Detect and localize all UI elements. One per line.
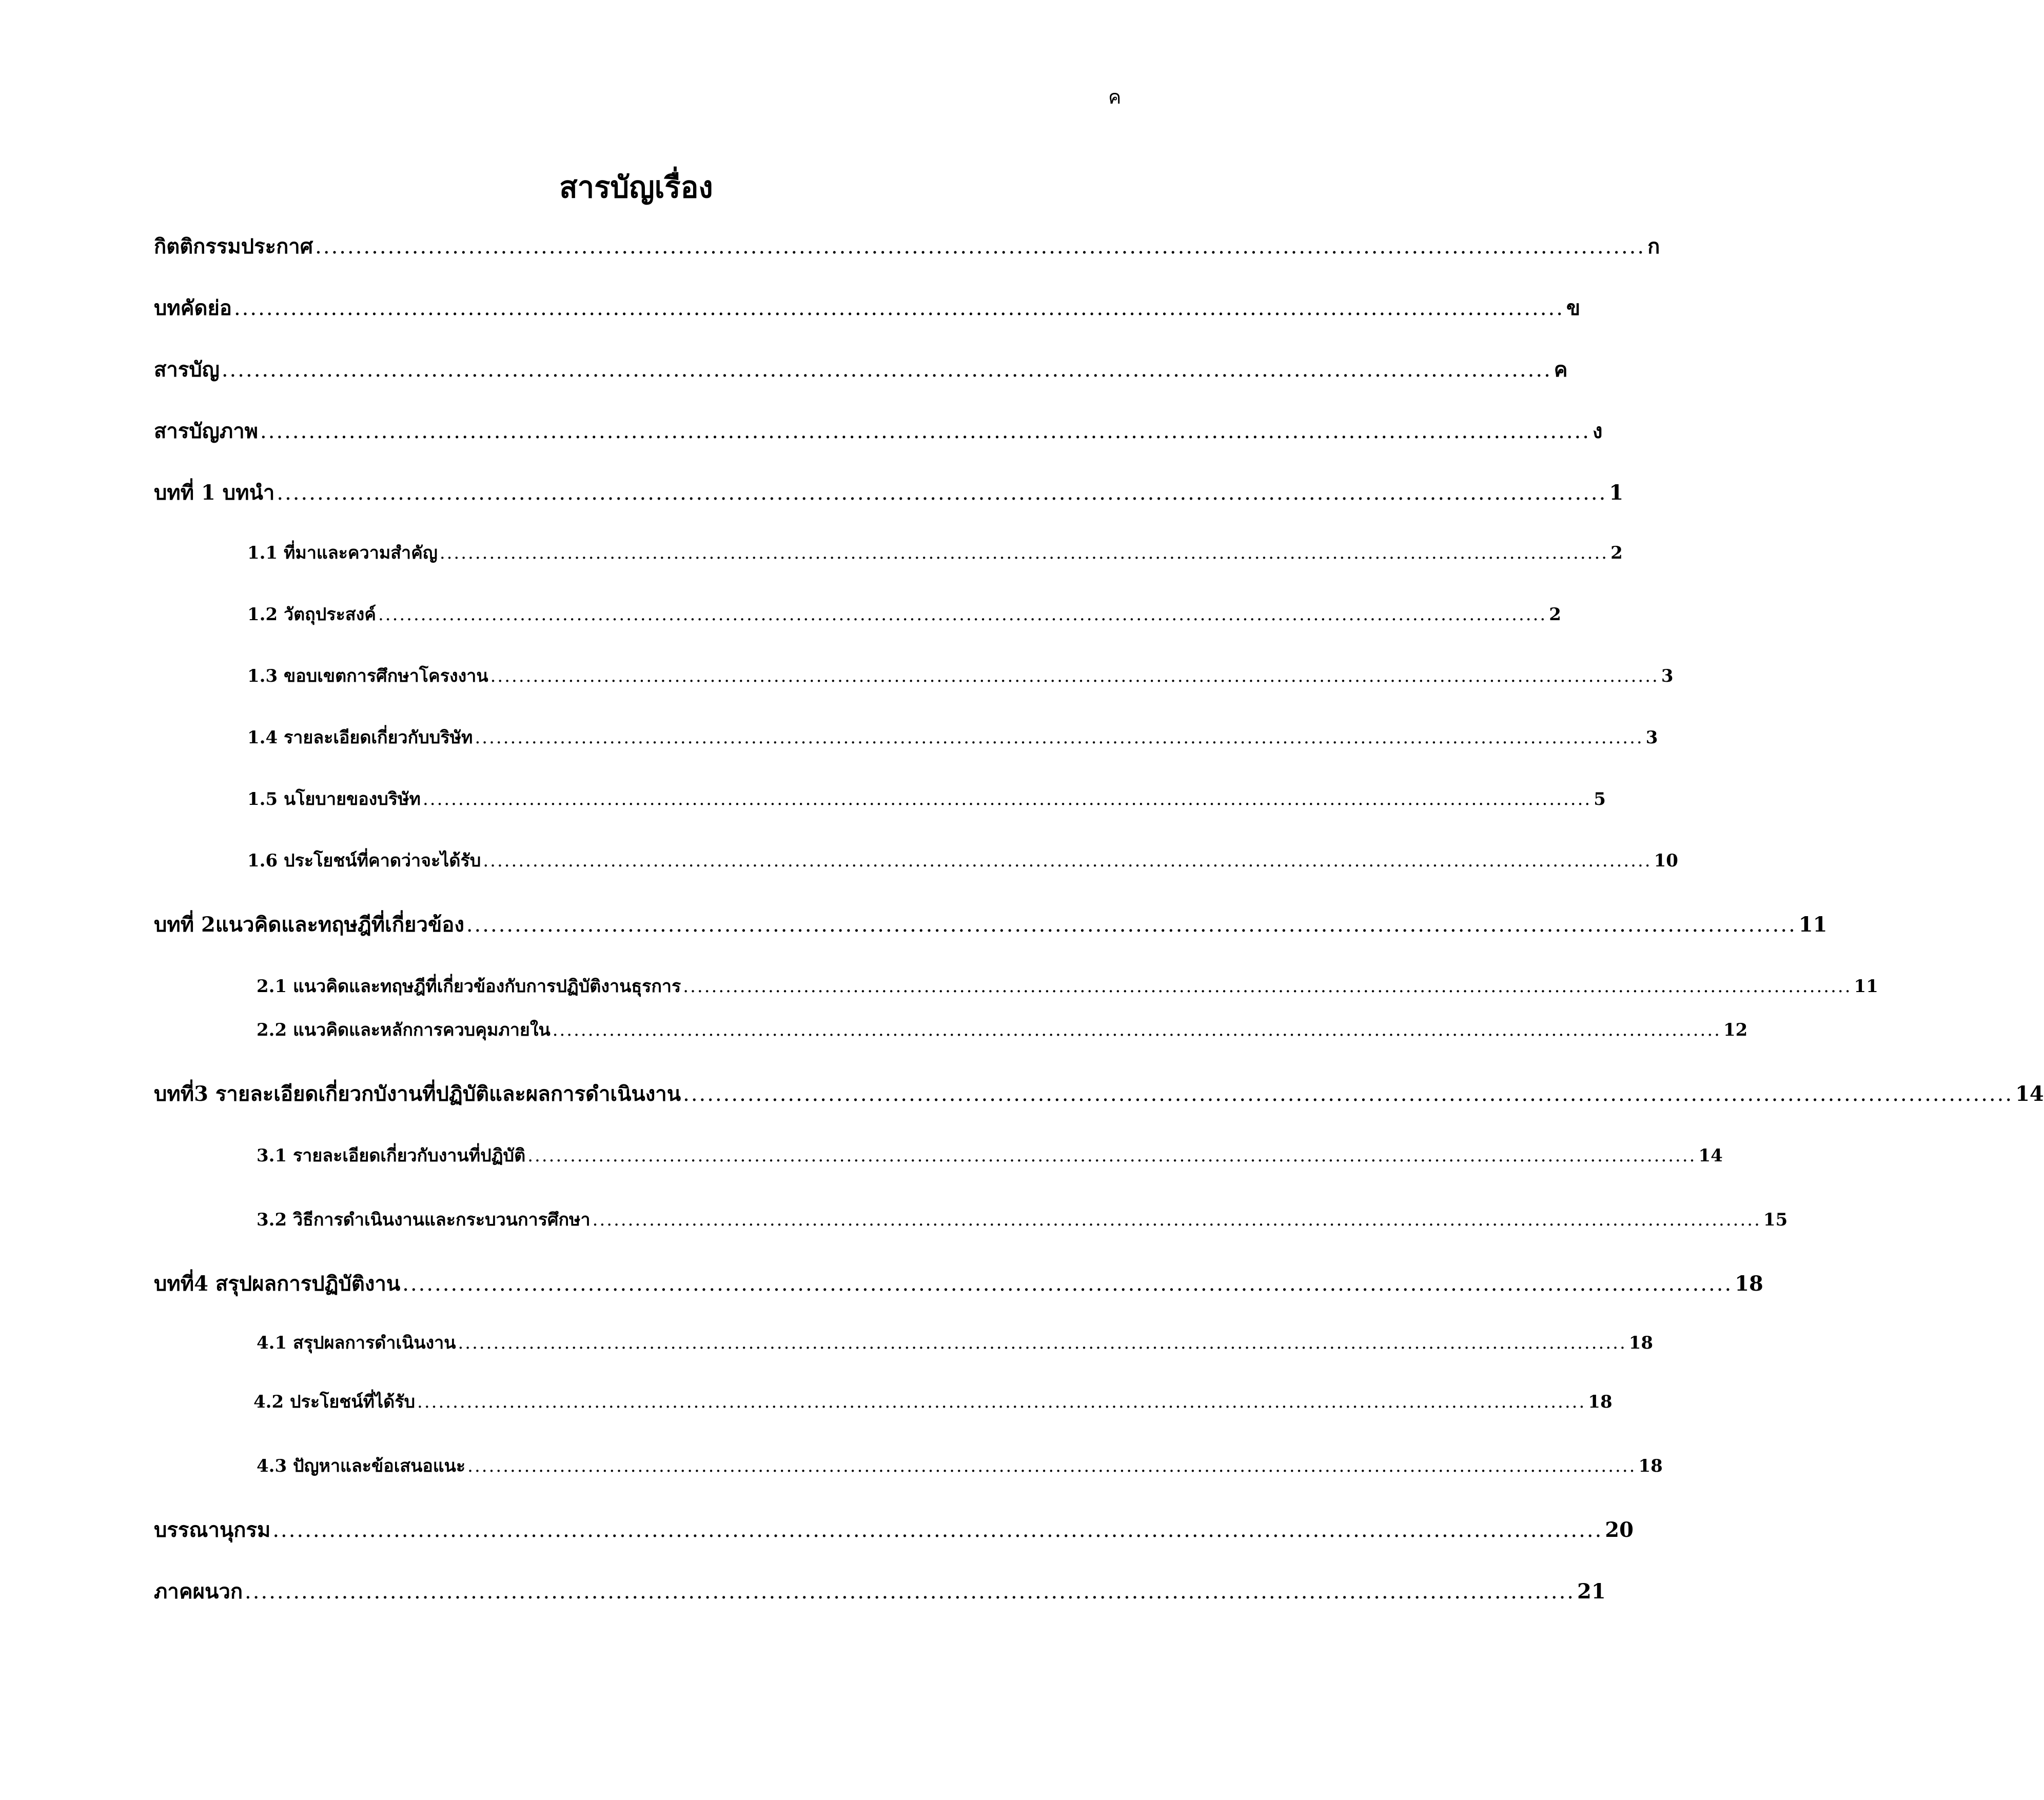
toc-entry-label: 2.2 แนวคิดและหลักการควบคุมภายใน [257,1020,551,1040]
toc-leader: ..................................................................................................................................................................... [458,1333,1627,1353]
toc-entry-page: 3 [1645,727,1658,748]
toc-leader: ..................................................................................................................................................................... [315,235,1646,259]
toc-entry-page: 1 [1609,481,1624,505]
toc-entry [257,1205,1788,1238]
toc-leader: ..................................................................................................................................................................... [467,1456,1637,1476]
toc-entry-label: บทที่ 2แนวคิดและทฤษฎีที่เกี่ยวข้อง [154,913,464,937]
toc-entry-page: 5 [1594,789,1606,809]
toc-leader: ..................................................................................................................................................................... [683,976,1852,997]
toc-entry-page: 11 [1798,913,1827,937]
toc-entry [257,1141,1723,1174]
toc-leader: ..................................................................................................................................................................... [378,604,1547,625]
toc-entry [247,846,1678,879]
toc-entry-page: 18 [1638,1456,1663,1476]
toc-entry-page: ข [1566,296,1581,320]
toc-leader: ..................................................................................................................................................................... [245,1580,1575,1604]
toc-entry-page: 12 [1723,1020,1748,1040]
toc-leader: ..................................................................................................................................................................... [439,543,1609,563]
toc-leader: ..................................................................................................................................................................... [483,850,1652,871]
toc-leader: ..................................................................................................................................................................... [402,1272,1733,1296]
toc-entry-page: 15 [1763,1210,1788,1230]
toc-entry-label: 1.3 ขอบเขตการศึกษาโครงงาน [247,666,488,686]
toc-entry-label: 3.1 รายละเอียดเกี่ยวกับงานที่ปฏิบัติ [257,1145,526,1166]
toc-entry [247,539,1623,571]
page-number: ค [1108,86,1122,108]
toc-entry [154,291,1581,324]
toc-entry-label: บทที่4 สรุปผลการปฏิบัติงาน [154,1272,401,1296]
toc-entry-page: 18 [1588,1392,1613,1412]
toc-entry [257,1452,1663,1485]
toc-entry-page: 21 [1577,1579,1606,1604]
toc-entry-label: 1.4 รายละเอียดเกี่ยวกับบริษัท [247,727,473,748]
toc-entry-page: 14 [1698,1145,1723,1166]
toc-entry-label: บทคัดย่อ [154,296,232,320]
toc-entry-page: 20 [1605,1518,1634,1542]
toc-leader: ..................................................................................................................................................................... [221,358,1552,382]
toc-entry [247,600,1561,633]
toc-entry-label: 3.2 วิธีการดำเนินงานและกระบวนการศึกษา [257,1210,591,1230]
toc-entry-label: สารบัญ [154,358,220,382]
toc-entry-label: 4.2 ประโยชน์ที่ได้รับ [253,1392,416,1412]
toc-leader: ..................................................................................................................................................................... [527,1145,1697,1166]
toc-leader: ..................................................................................................................................................................... [592,1210,1761,1230]
toc-entry-page: 18 [1628,1333,1654,1353]
toc-entry-label: 4.1 สรุปผลการดำเนินงาน [257,1333,456,1353]
toc-entry-label: 1.5 นโยบายของบริษัท [247,789,421,809]
toc-entry [154,1267,1763,1300]
toc-entry-page: 3 [1661,666,1674,686]
toc-leader: ..................................................................................................................................................................... [683,1082,2014,1106]
toc-entry-label: บทที่ 1 บทนำ [154,481,275,505]
toc-leader: ..................................................................................................................................................................... [422,789,1592,809]
toc-entry [257,972,1878,1005]
toc-entry-page: 14 [2015,1082,2044,1106]
toc-entry [154,1575,1606,1608]
toc-entry-label: 2.1 แนวคิดและทฤษฎีที่เกี่ยวข้องกับการปฏิบัติงานธุรการ [257,976,681,997]
toc-entry-page: 10 [1654,850,1678,871]
toc-entry-page: ค [1554,358,1568,382]
toc-entry [154,1077,2044,1110]
toc-entry [253,1388,1613,1420]
toc-entry-page: ก [1647,234,1660,259]
toc-leader: ..................................................................................................................................................................... [272,1518,1603,1542]
toc-entry [154,414,1603,447]
toc-entry-page: ง [1592,419,1603,443]
toc-leader: ..................................................................................................................................................................... [475,727,1644,748]
toc-entry-label: 1.1 ที่มาและความสำคัญ [247,543,438,563]
toc-entry-page: 11 [1854,976,1878,997]
toc-entry [154,1513,1634,1546]
toc-entry [257,1329,1654,1361]
toc-entry-label: สารบัญภาพ [154,419,259,443]
toc-entry-label: บทที่3 รายละเอียดเกี่ยวกบังานที่ปฏิบัติและผลการดำเนินงาน [154,1082,681,1106]
toc-entry [247,662,1674,695]
toc-entry-page: 2 [1549,604,1561,625]
toc-leader: ..................................................................................................................................................................... [466,913,1797,937]
toc-leader: ..................................................................................................................................................................... [417,1392,1586,1412]
toc-entry [154,476,1624,509]
toc-leader: ..................................................................................................................................................................... [490,666,1659,686]
toc-entry-page: 18 [1735,1272,1763,1296]
toc-leader: ..................................................................................................................................................................... [233,296,1564,320]
toc-entry [154,908,1827,941]
toc-entry-label: กิตติกรรมประกาศ [154,234,313,259]
toc-entry [247,723,1658,756]
toc-entry [247,785,1606,818]
toc-leader: ..................................................................................................................................................................... [260,420,1590,443]
page-title: สารบัญเรื่อง [559,170,713,205]
toc-entry [154,230,1660,263]
toc-entry [257,1016,1748,1049]
toc-leader: ..................................................................................................................................................................... [277,481,1607,505]
toc-entry-label: 1.6 ประโยชน์ที่คาดว่าจะได้รับ [247,850,481,871]
toc-entry-label: ภาคผนวก [154,1579,243,1604]
toc-entry-page: 2 [1610,543,1623,563]
toc-entry-label: 4.3 ปัญหาและข้อเสนอแนะ [257,1456,466,1476]
toc-entry-label: บรรณานุกรม [154,1518,271,1542]
toc-leader: ..................................................................................................................................................................... [552,1020,1721,1040]
toc-entry-label: 1.2 วัตถุประสงค์ [247,604,376,625]
toc-entry [154,353,1568,386]
